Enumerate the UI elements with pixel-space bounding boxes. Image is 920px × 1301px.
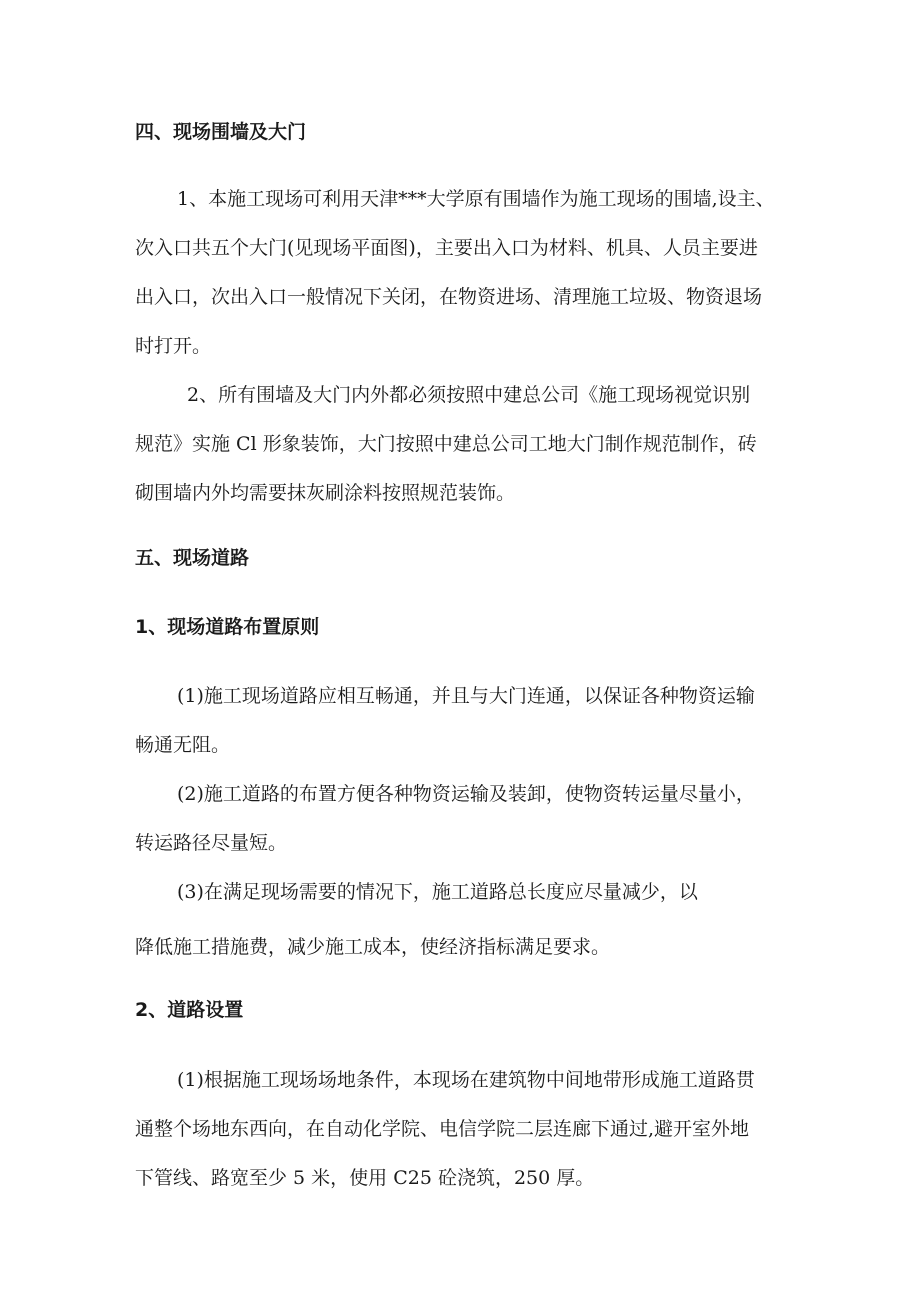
paragraph-line: 出入口，次出入口一般情况下关闭，在物资进场、清理施工垃圾、物资退场 xyxy=(135,286,763,308)
paragraph-line: 规范》实施 Cl 形象装饰，大门按照中建总公司工地大门制作规范制作，砖 xyxy=(135,433,757,455)
paragraph-line: 砌围墙内外均需要抹灰刷涂料按照规范装饰。 xyxy=(135,482,516,504)
subsection-heading-road-setup: 2、道路设置 xyxy=(135,999,244,1021)
list-item-line: 降低施工措施费，减少施工成本，使经济指标满足要求。 xyxy=(135,936,611,958)
section-heading-gate: 四、现场围墙及大门 xyxy=(135,121,307,143)
list-item-line: 转运路径尽量短。 xyxy=(135,832,288,854)
section-heading-road: 五、现场道路 xyxy=(135,547,250,569)
list-item-line: (1)施工现场道路应相互畅通，并且与大门连通，以保证各种物资运输 xyxy=(177,685,755,707)
paragraph-line: 次入口共五个大门(见现场平面图)，主要出入口为材料、机具、人员主要进 xyxy=(135,237,758,259)
list-item-line: 畅通无阻。 xyxy=(135,734,231,756)
paragraph-line: 下管线、路宽至少 5 米，使用 C25 砼浇筑，250 厚。 xyxy=(135,1167,595,1189)
paragraph-line: 2、所有围墙及大门内外都必须按照中建总公司《施工现场视觉识别 xyxy=(187,384,751,406)
list-item-line: (3)在满足现场需要的情况下，施工道路总长度应尽量减少，以 xyxy=(177,881,698,903)
list-item-line: (2)施工道路的布置方便各种物资运输及装卸，使物资转运量尽量小， xyxy=(177,783,755,805)
paragraph-line: 1、本施工现场可利用天津***大学原有围墙作为施工现场的围墙,设主、 xyxy=(177,188,775,210)
paragraph-line: 通整个场地东西向，在自动化学院、电信学院二层连廊下通过,避开室外地 xyxy=(135,1118,750,1140)
paragraph-line: 时打开。 xyxy=(135,335,212,357)
subsection-heading-road-principles: 1、现场道路布置原则 xyxy=(135,616,320,638)
paragraph-line: (1)根据施工现场场地条件，本现场在建筑物中间地带形成施工道路贯 xyxy=(177,1069,755,1091)
